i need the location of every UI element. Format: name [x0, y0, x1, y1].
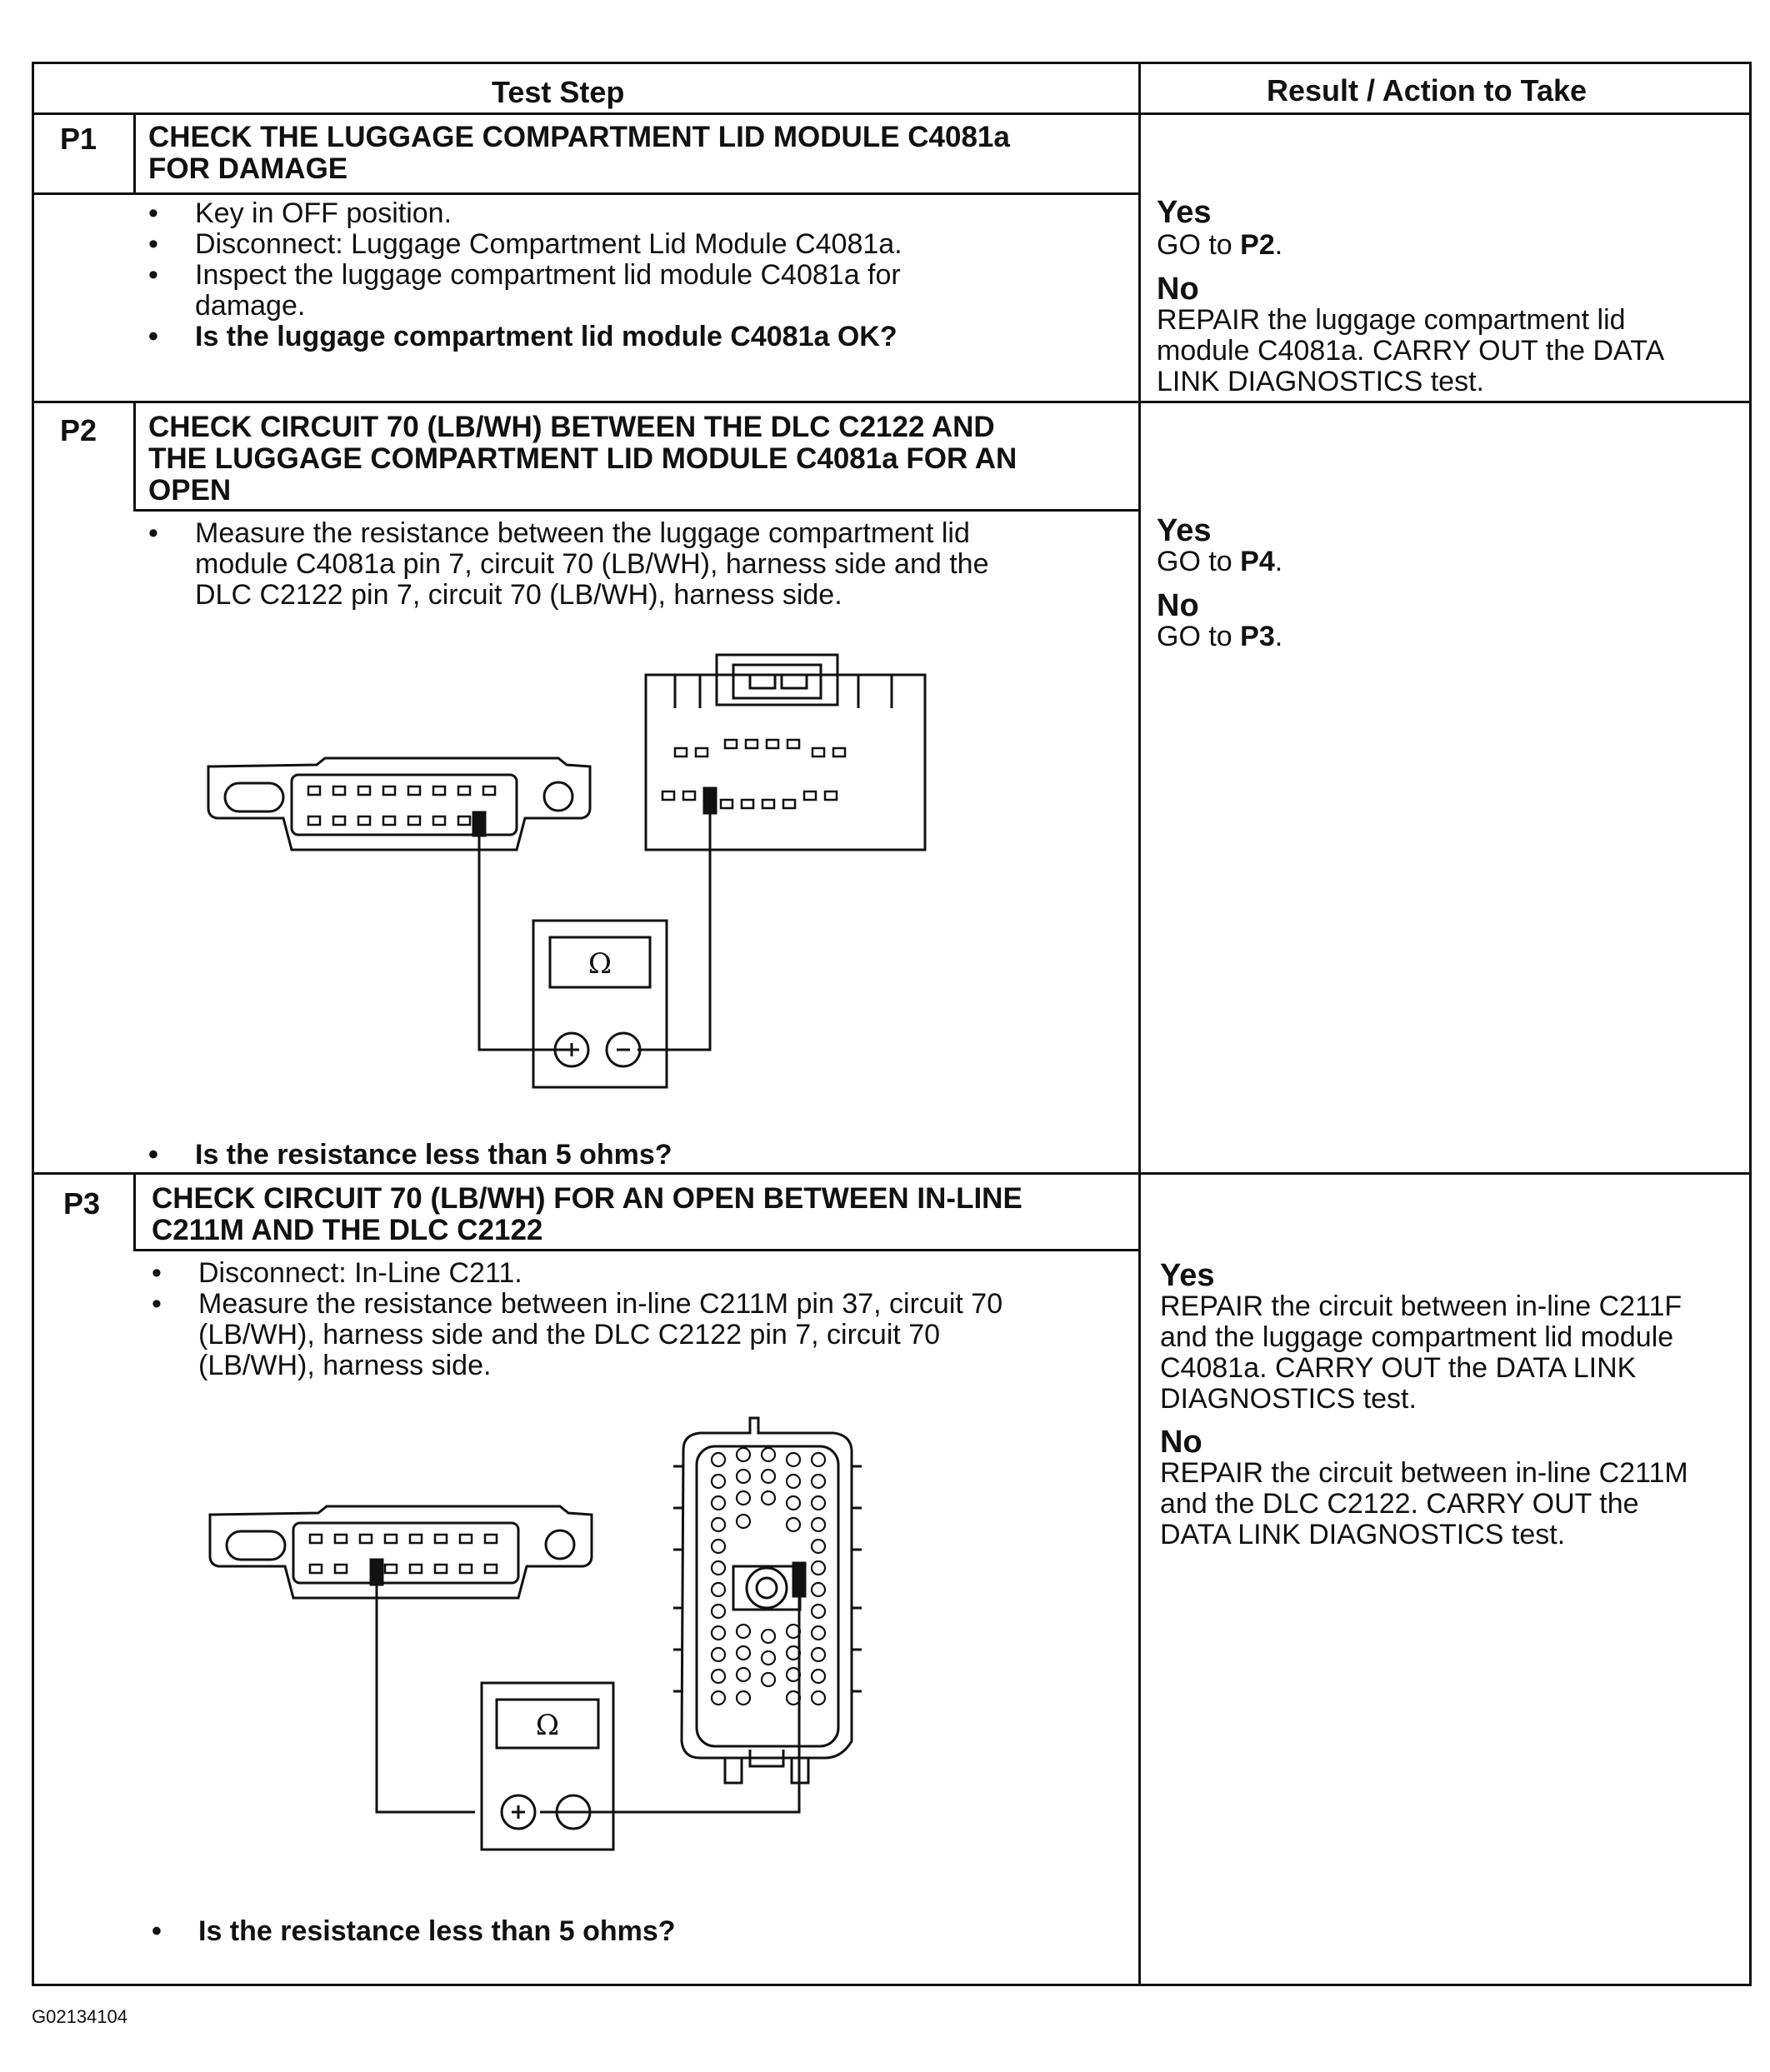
dlc-connector-icon	[210, 1506, 592, 1598]
yes-label: Yes	[1157, 513, 1212, 548]
header-test-step: Test Step	[492, 75, 625, 109]
step-title-line: CHECK CIRCUIT 70 (LB/WH) BETWEEN THE DLC C2122 AND	[148, 411, 995, 443]
p3-title-divider	[133, 1249, 1140, 1251]
step-instructions: • Measure the resistance between the luggage compartment lid module C4081a pin 7, circuit 70 (LB/WH), harness side and the DLC C2122 pin 7, circuit 70 (LB/WH), harness side.	[148, 517, 989, 611]
yes-label: Yes	[1157, 195, 1212, 230]
no-label: No	[1160, 1425, 1202, 1460]
step-title-line: CHECK THE LUGGAGE COMPARTMENT LID MODULE C4081a	[148, 121, 1010, 153]
step-question: • Is the resistance less than 5 ohms?	[152, 1915, 676, 1947]
step-title-line: CHECK CIRCUIT 70 (LB/WH) FOR AN OPEN BETWEEN IN-LINE	[152, 1182, 1022, 1215]
p3-wiring-diagram	[200, 1416, 950, 1866]
p3-id-divider	[133, 1172, 136, 1251]
no-action: REPAIR the luggage compartment lid module C4081a. CARRY OUT the DATA LINK DIAGNOSTICS test.	[1157, 304, 1665, 397]
p2-title-divider	[133, 509, 1140, 512]
step-title	[148, 122, 1010, 185]
p1-id-divider	[133, 112, 136, 194]
dlc-connector-icon	[208, 758, 590, 850]
step-title-line: FOR DAMAGE	[148, 152, 348, 185]
no-action: REPAIR the circuit between in-line C211M and the DLC C2122. CARRY OUT the DATA LINK DIAGNOSTICS test.	[1160, 1457, 1688, 1550]
p2-id-divider	[133, 401, 136, 511]
no-action: GO to P3.	[1157, 621, 1283, 652]
step-title-line: THE LUGGAGE COMPARTMENT LID MODULE C4081a FOR AN	[148, 442, 1018, 475]
inline-connector-icon	[673, 1418, 862, 1783]
step-title-line: OPEN	[148, 474, 232, 507]
step-title	[152, 1183, 1022, 1246]
step-instructions: • Disconnect: In-Line C211. • Measure the resistance between in-line C211M pin 37, circuit 70 (LB/WH), harness side and the DLC C2122 pin 7, circuit 70 (LB/WH), harness side.	[152, 1257, 1003, 1381]
no-label: No	[1157, 588, 1199, 623]
p1-bottom-divider	[32, 401, 1752, 403]
header-divider	[32, 112, 1752, 115]
step-id: P2	[60, 413, 98, 447]
yes-label: Yes	[1160, 1258, 1215, 1293]
p2-wiring-diagram	[200, 642, 950, 1108]
yes-action: REPAIR the circuit between in-line C211F and the luggage compartment lid module C4081a. CARRY OUT the DATA LINK DIAGNOSTICS test.	[1160, 1291, 1682, 1415]
figure-id: G02134104	[32, 2006, 128, 2027]
step-title	[148, 412, 1017, 507]
yes-action: GO to P2.	[1157, 229, 1283, 261]
step-question: • Is the resistance less than 5 ohms?	[148, 1139, 672, 1171]
ohmmeter-icon	[533, 921, 667, 1087]
ohm-symbol: Ω	[588, 947, 612, 981]
header-result: Result / Action to Take	[1267, 73, 1588, 107]
step-title-line: C211M AND THE DLC C2122	[152, 1214, 543, 1246]
step-id: P3	[63, 1186, 101, 1221]
module-connector-icon	[646, 655, 925, 850]
p1-title-divider	[32, 192, 1140, 195]
step-instructions: • Key in OFF position. • Disconnect: Luggage Compartment Lid Module C4081a. • Inspect the luggage compartment lid module C4081a for damage. • Is the luggage compartment lid module C4081a OK?	[148, 197, 902, 352]
no-label: No	[1157, 272, 1199, 307]
yes-action: GO to P4.	[1157, 546, 1283, 577]
p2-bottom-divider	[32, 1172, 1752, 1175]
step-id: P1	[60, 122, 98, 156]
result-column-divider	[1138, 62, 1141, 1986]
ohm-symbol: Ω	[535, 1709, 560, 1742]
ohmmeter-icon	[482, 1683, 613, 1850]
